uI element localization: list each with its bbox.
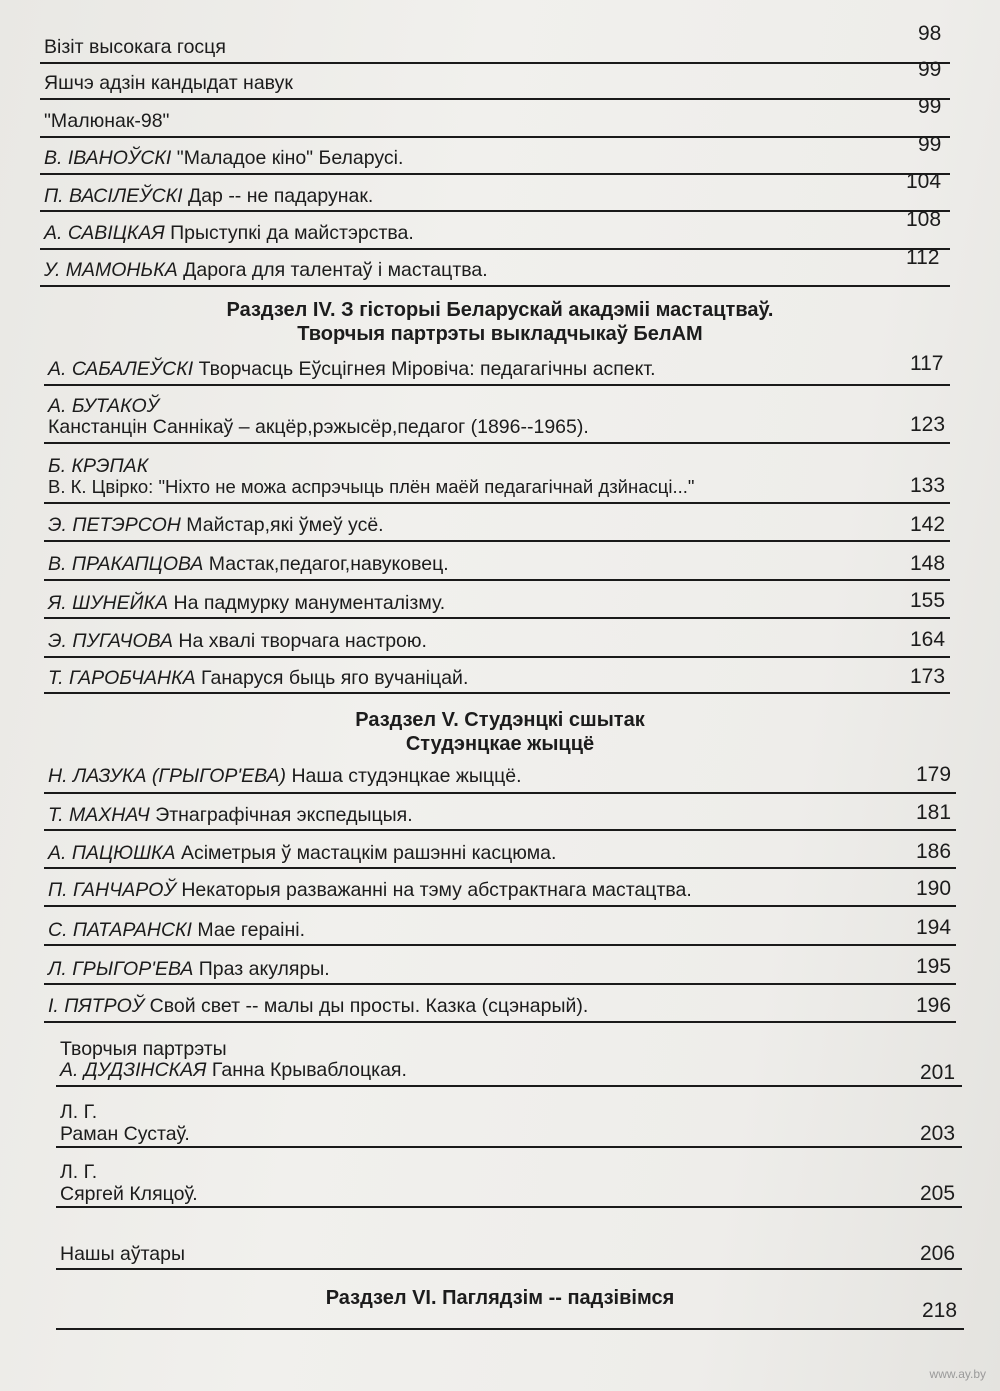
entry-title: Прыступкі да майстэрства. — [170, 222, 414, 244]
page-number: 99 — [918, 133, 942, 156]
entry-author: А. БУТАКОЎ — [48, 395, 160, 417]
entry-author: П. ВАСІЛЕЎСКІ — [44, 185, 183, 207]
rule — [44, 867, 956, 869]
page-number: 205 — [920, 1182, 956, 1205]
entry-author: Л. Г. — [60, 1161, 98, 1183]
page-number: 196 — [916, 994, 952, 1017]
entry-author: Э. ПУГАЧОВА — [48, 630, 173, 652]
page-number: 201 — [920, 1061, 956, 1084]
page-number: 203 — [920, 1122, 956, 1145]
rule — [40, 248, 950, 250]
page-number: 218 — [922, 1299, 958, 1322]
rule — [44, 692, 950, 694]
page-number: 155 — [910, 589, 946, 612]
rule — [44, 502, 950, 504]
entry-author: А. САВІЦКАЯ — [44, 222, 165, 244]
rule — [40, 210, 950, 212]
page-number: 99 — [918, 95, 942, 118]
entry-author: Н. ЛАЗУКА (ГРЫГОР'ЕВА) — [48, 765, 287, 787]
page-number: 108 — [906, 208, 942, 231]
page-number: 195 — [916, 955, 952, 978]
rule — [44, 792, 956, 794]
rule — [56, 1268, 962, 1270]
entry-title: Дарога для талентаў і мастацтва. — [183, 259, 488, 281]
rule — [56, 1146, 962, 1148]
group-heading: Творчыя партрэты — [60, 1038, 227, 1060]
entry-title: Праз акуляры. — [198, 958, 330, 980]
page-number: 99 — [918, 58, 942, 81]
entry-title: "Малюнак-98" — [44, 110, 170, 132]
rule — [56, 1206, 962, 1208]
rule — [44, 540, 950, 542]
entry-author: П. ГАНЧАРОЎ — [48, 879, 176, 901]
entry-title: Наша студэнцкае жыццё. — [291, 765, 522, 787]
rule — [44, 656, 950, 658]
page-number: 164 — [910, 628, 946, 651]
rule — [56, 1085, 962, 1087]
page-number: 186 — [916, 840, 952, 863]
entry-author: А. ДУДЗІНСКАЯ — [60, 1059, 207, 1081]
entry-title: Яшчэ адзін кандыдат навук — [44, 72, 293, 94]
entry-title: На хвалі творчага настрою. — [178, 630, 427, 652]
entry-author: С. ПАТАРАНСКІ — [48, 919, 192, 941]
page-number: 98 — [918, 22, 942, 45]
entry-title: Этнаграфічная экспедыцыя. — [155, 804, 413, 826]
rule — [44, 442, 950, 444]
rule — [44, 1021, 956, 1023]
entry-title: Творчасць Еўсцігнея Міровіча: педагагічны аспект. — [198, 358, 656, 380]
entry-title: Дар -- не падарунак. — [188, 185, 374, 207]
rule — [44, 384, 950, 386]
entry-author: І. ПЯТРОЎ — [48, 995, 145, 1017]
rule — [40, 136, 950, 138]
rule — [44, 944, 956, 946]
entry-title: Нашы аўтары — [60, 1243, 186, 1265]
rule — [40, 62, 950, 64]
page-number: 104 — [906, 170, 942, 193]
section-subheading: Творчыя партрэты выкладчыкаў БелАМ — [297, 323, 703, 345]
rule — [56, 1328, 964, 1330]
entry-title: Раман Сустаў. — [60, 1123, 190, 1145]
entry-author: Т. МАХНАЧ — [48, 804, 150, 826]
entry-title: Сяргей Кляцоў. — [60, 1183, 198, 1205]
rule — [44, 905, 956, 907]
entry-title: В. К. Цвірко: "Ніхто не можа аспрэчыць плён маёй педагагічнай дзйнасці..." — [48, 476, 695, 497]
page-number: 133 — [910, 474, 946, 497]
rule — [40, 98, 950, 100]
page-number: 179 — [916, 763, 952, 786]
entry-author: Л. Г. — [60, 1101, 98, 1123]
rule — [44, 983, 956, 985]
entry-title: Некаторыя разважанні на тэму абстрактнага мастацтва. — [181, 879, 692, 901]
rule — [44, 829, 956, 831]
watermark: www.ay.by — [929, 1367, 986, 1381]
section-heading: Раздзел V. Студэнцкі сшытак — [355, 709, 645, 731]
entry-title: Асіметрыя ў мастацкім рашэнні касцюма. — [180, 842, 557, 864]
entry-author: Я. ШУНЕЙКА — [48, 592, 169, 614]
entry-title: Свой свет -- малы ды просты. Казка (сцэнарый). — [149, 995, 589, 1017]
entry-author: В. ІВАНОЎСКІ — [44, 147, 172, 169]
section-heading: Раздзел VI. Паглядзім -- падзівімся — [325, 1287, 675, 1309]
entry-author: А. САБАЛЕЎСКІ — [48, 358, 194, 380]
entry-author: А. ПАЦЮШКА — [48, 842, 176, 864]
entry-title: Візіт высокага госця — [44, 36, 226, 58]
page-number: 112 — [906, 246, 940, 269]
page-number: 142 — [910, 513, 946, 536]
section-heading: Раздзел IV. З гісторыі Беларускай акадэміі мастацтваў. — [226, 299, 774, 321]
page-number: 117 — [910, 352, 944, 375]
entry-author: В. ПРАКАПЦОВА — [48, 553, 204, 575]
rule — [44, 617, 950, 619]
entry-title: На падмурку манументалізму. — [173, 592, 446, 614]
entry-title: "Маладое кіно" Беларусі. — [176, 147, 404, 169]
rule — [40, 285, 950, 287]
page-number: 148 — [910, 552, 946, 575]
entry-author: У. МАМОНЬКА — [44, 259, 178, 281]
entry-title: Ганаруся быць яго вучаніцай. — [201, 667, 469, 689]
rule — [44, 579, 950, 581]
entry-title: Канстанцін Саннікаў – акцёр,рэжысёр,педагог (1896--1965). — [48, 416, 589, 438]
entry-title: Мастак,педагог,навуковец. — [208, 553, 449, 575]
entry-author: Э. ПЕТЭРСОН — [48, 514, 181, 536]
entry-author: Б. КРЭПАК — [48, 455, 149, 477]
page-number: 123 — [910, 413, 946, 436]
page-number: 181 — [916, 801, 952, 824]
entry-title: Майстар,які ўмеў усё. — [186, 514, 384, 536]
entry-title: Мае гераіні. — [197, 919, 305, 941]
page-number: 190 — [916, 877, 952, 900]
entry-author: Л. ГРЫГОР'ЕВА — [48, 958, 194, 980]
entry-author: Т. ГАРОБЧАНКА — [48, 667, 196, 689]
page-number: 194 — [916, 916, 952, 939]
page-number: 206 — [920, 1242, 956, 1265]
rule — [40, 173, 950, 175]
entry-title: Ганна Крываблоцкая. — [211, 1059, 407, 1081]
section-subheading: Студэнцкае жыццё — [405, 733, 595, 755]
page-number: 173 — [910, 665, 946, 688]
